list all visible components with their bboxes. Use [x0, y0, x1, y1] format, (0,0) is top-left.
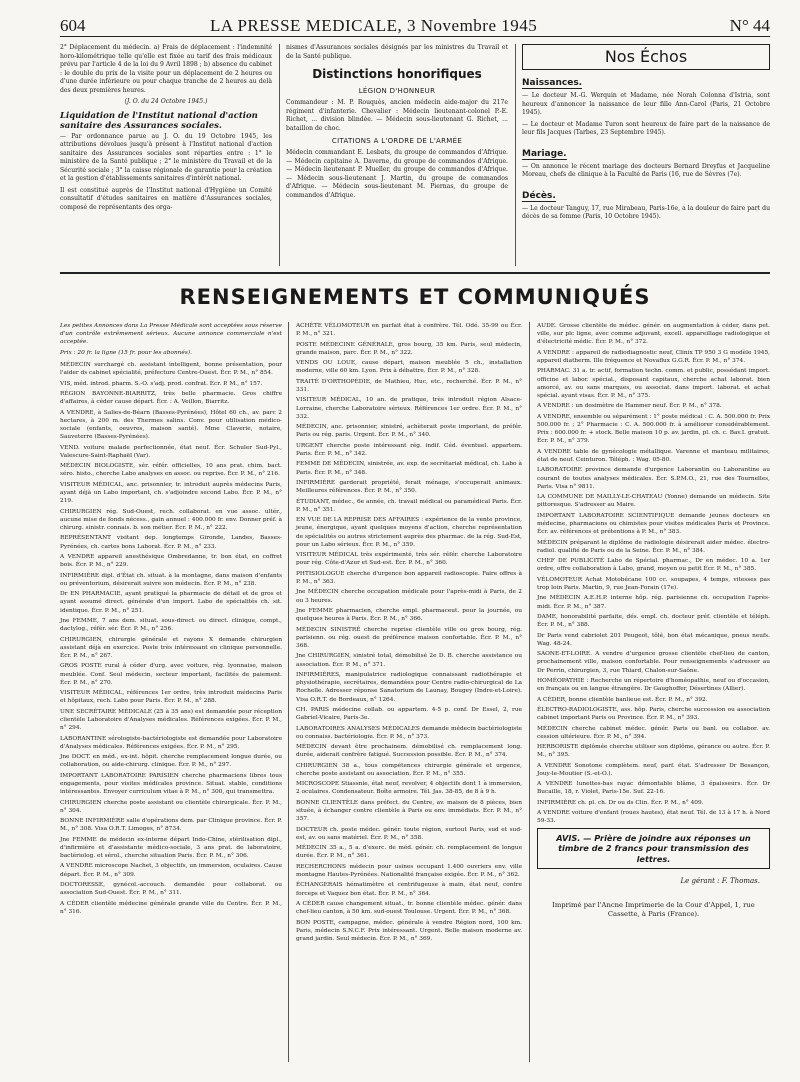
classifieds-column-1	[60, 322, 282, 918]
nos-echos-column	[522, 44, 770, 225]
classified-ad: HOMÉOPATHIE : Recherche un répertoire d'homéopathie, neuf ou d'occasion, en français ou en langue étrangère. Dr Gaughoffer, Désertines (Allier).	[537, 677, 770, 693]
classified-ad: IMPORTANT LABORATOIRE PARISIEN cherche pharmaciens libres tous engagements, pour visites médicales province. Situat. stable, conditions intéressantes. Envoyer curriculum vitae à P. M., n° 300, qui transmettra.	[60, 772, 282, 796]
page-number: 604	[60, 16, 86, 35]
classified-ad: VISITEUR MÉDICAL, références 1er ordre, très introduit médecins Paris et hôpitaux, rech. Labo pour Paris. Écr. P. M., n° 288.	[60, 690, 282, 705]
classified-ad: Jne MÉDECIN cherche occupation médicale pour l'après-midi à Paris, de 2 ou 3 heures.	[296, 589, 522, 604]
classified-ad: MÉDECIN devant être prochainem. démobilisé ch. remplacement long. durée, aiderait confrère fatigué. Succession possible. Écr. P. M., n° 374.	[296, 744, 522, 759]
imprimeur: Imprimé par l'Ancne Imprimerie de la Cour d'Appel, 1, rue Cassette, à Paris (France).	[552, 901, 755, 919]
classified-ad: DOCTEUR ch. poste médec. génér. toute région, surtout Paris, sud et sud-est, av. ou sans matériel. Écr. P. M., n° 358.	[296, 826, 522, 841]
classified-ad: A VENDRE lunettes-bas rayac démontable blâme, 3 épaisseurs. Écr. Dr Bucaille, 18, r. Violet, Paris-15e. Suf. 22-16.	[537, 781, 770, 796]
classified-ad: VIS, méd. introd. pharm. S.-O. s'adj. prod. confrat. Écr. P. M., n° 157.	[60, 380, 263, 387]
classified-ad: INFIRMIÈRES, manipulatrice radiologique connaissant radiothérapie et physiothérapie, secrétaires, demandées pour Centre radio-chirurgical de La Rochelle. Adresser réponse Sanatorium de Launay, Bougey (Indre-et-Loire). Visa O.R.T. de Bordeaux, n° 1264.	[296, 671, 522, 703]
classified-ad: REPRÉSENTANT visitant dep. longtemps Gironde, Landes, Basses-Pyrénées, ch. cartes bons Laborat. Écr. P. M., n° 233.	[60, 535, 282, 550]
classified-ad: CHEF DE PUBLICITÉ Labo de Spécial. pharmac., Dr en médec. 10 a. 1er ordre, offre collaboration à Labo, grand, moyen ou petit Écr. P. M., n° 385.	[537, 558, 770, 573]
classified-ad: MÉDECIN préparant le diplôme de radiologie désirerait aider médec. électro-radiol. qualifié de Paris ou de la Seine. Écr. P. M., n° 384.	[537, 539, 770, 554]
classified-ad: A CÉDER clientèle médecine générale grande ville du Centre. Écr. P. M., n° 316.	[60, 900, 282, 915]
classified-ad: Jne MÉDECIN A.E.H.P. interne hôp. rég. parisienne ch. occupation l'après-midi. Écr. P. M., n° 387.	[537, 595, 770, 610]
classified-ad: MÉDECIN 35 a., 5 a. d'exerc. de méd. génér. ch. remplacement de longue durée. Écr. P. M., n° 361.	[296, 845, 522, 860]
classified-ad: VISITEUR MÉDICAL très expérimenté, très sér. référ. cherche Laboratoire pour rég. Côte-d'Azur et Sud-est. Écr. P. M., n° 360.	[296, 552, 522, 567]
classified-ad: MÉDECIN SINISTRÉ cherche reprise clientèle ville ou gros bourg, rég. parisienn. ou rég. ouest de préférence maison confortable. Écr. P. M., n° 368.	[296, 626, 522, 649]
classified-ad: AUDE. Grosse clientèle de médec. génér. en augmentation à céder, dans pet. ville, sur plc ligne, avec comme adjuvant, excell. appareillage radiologique et d'électricité médic. Écr. P. M., n° 372.	[537, 323, 770, 346]
classified-ad: HERBORISTE diplômée cherche utiliser son diplôme, gérance ou autre. Écr. P. M., n° 395.	[537, 744, 770, 759]
classified-ad: DAME, honorabilité parfaite, dés. empl. ch. docteur préf. clientèle et téléph. Écr. P. M., n° 388.	[537, 613, 770, 629]
classified-ad: CHIRURGIEN rég. Sud-Ouest, rech. collaborat. en vue assoc. ultér., aucune mise de fonds nécess., gain annuel : 400.000 fr. env. Donner préf. à chirurg. sinistr. connais. b. son métier. Écr. P. M., n° 222.	[60, 508, 282, 531]
classified-ad: A VENDRE : appareil de radiodiagnostic neuf, Clinix TP 950 3 G modèle 1945, appareil diatherm. Ille fréquence et Novaflux G.G.R. Écr. P. M., n° 374.	[537, 349, 770, 364]
issue-number: N° 44	[729, 16, 770, 35]
top-left-column	[60, 44, 272, 215]
legion-title: LÉGION D'HONNEUR	[358, 87, 436, 95]
classified-ad: UNE SECRÉTAIRE MÉDICALE (25 à 35 ans) est demandée pour réception clientèle Laboratoire d'Analyses médicales. Références exigées. Écr. P. M., n° 294.	[60, 708, 282, 732]
classified-ad: RÉGION BAYONNE-BIARRITZ, très belle pharmacie. Gros chiffre d'affaires, à céder cause départ. Écr. : A. Veillon, Biarritz.	[60, 390, 282, 406]
comite-paragraph: Il est constitué auprès de l'Institut national d'Hygiène un Comité consultatif d'études sanitaires en matière d'Assurances sociales, composé de représentants des orga-	[60, 186, 272, 211]
annonces-prix: Prix : 20 fr. la ligne (15 fr. pour les abonnés).	[60, 349, 192, 356]
classified-ad: A CÉDER cause changement situat., tr. bonne clientèle médec. génér. dans chef-lieu canton, à 50 km. sud-ouest Toulouse. Urgent. Écr. P. M., n° 368.	[296, 901, 522, 916]
classified-ad: A VENDRE Sonotone complètem. neuf, parf. état. S'adresser Dr Besançon, Jouy-le-Moutier (S.-et-O.).	[537, 762, 770, 777]
classified-ad: ÉLECTRO-RADIOLOGISTE, ass. hôp. Paris, cherche succession ou association cabinet important Paris ou Province. Écr. P. M., n° 393.	[537, 706, 770, 722]
annonces-intro: Les petites Annonces dans La Presse Médicale sont acceptées sous réserve d'un contrôle extrêmement sérieux. Aucune annonce commerciale n'est acceptée.	[60, 323, 282, 346]
mariage-heading: Mariage.	[522, 148, 567, 159]
classified-ad: URGENT cherche poste intéressant rég. indif. Céd. éventuel. appartem. Paris. Écr. P. M., n° 342.	[296, 442, 522, 457]
naissance-item: — Le docteur M.-G. Werquin et Madame, née Norah Colonna d'Istria, sont heureux d'annoncer la naissance de leur fille Ann-Carol (Paris, 21 Octobre 1945).	[522, 92, 770, 116]
classified-ad: Jne FEMME, 7 ans dem. situat. sous-direct. ou direct. clinique, compt., dactylog., référ. sér. Écr. P. M., n° 256.	[60, 617, 282, 633]
classified-ad: Dr EN PHARMACIE, ayant pratiqué la pharmacie de détail et de gros et ayant assumé direct. générale d'un import. Labo de spécialités ch. sit. identique. Écr. P. M., n° 251.	[60, 591, 282, 614]
classified-ad: A VENDRE, à Salies-de-Béarn (Basses-Pyrénées), Hôtel 60 ch., av. parc 2 hectares, à 200 m. des Thermes salins. Conv. pour utilisation médico-sociale (enfants, oeuvres, maison santé). Mme Claverie, notaire, Sauveterre (Basses-Pyrénées).	[60, 409, 282, 441]
classified-ad: A CÉDER, bonne clientèle banlieue est. Écr. P. M., n° 392.	[537, 696, 708, 703]
naissance-item: — Le docteur et Madame Turon sont heureux de faire part de la naissance de leur fils Jacques (Tarbes, 23 Septembre 1945).	[522, 120, 770, 136]
classified-ad: SAONE-ET-LOIRE. A vendre d'urgence grosse clientèle chef-lieu de canton, prochainement ville, maison confortable. Pour renseignements s'adresser au Dr Perrin, chirurgien, 3, rue Thiard, Chalon-sur-Saône.	[537, 651, 770, 674]
classified-ad: PHARMAC. 31 a. tr. actif, formation techn. comm. et public, possédant import. officine et labor. spécial., disposant capitaux, cherche achat laborat. bien amorcé, av. ou sans marques, ou associat. dans import. laborat. et achat spécial. ayant visas. Écr. P. M., n° 375.	[537, 368, 770, 399]
classified-ad: CH. PARIS médecine collab. ou appartem. 4-5 p. conf. Dr Essel, 2, rue Gabriel-Vicaire, Paris-3e.	[296, 706, 522, 722]
liquidation-heading: Liquidation de l'Institut national d'action sanitaire des Assurances sociales.	[60, 110, 258, 131]
classified-ad: MICROSCOPE Stiassnie, état neuf, revolver, 4 objectifs dont 1 à immersion, 2 oculaires. Condensateur. Boîte armoire. Tél. Jas. 38-85, de 8 à 9 h.	[296, 781, 522, 796]
classified-ad: PHTISIOLOGUE cherche d'urgence bon appareil radioscopie. Faire offres à P. M., n° 363.	[296, 570, 522, 585]
classifieds-column-2	[296, 322, 522, 945]
classified-ad: BON POSTE, campagne, médec. générale à vendre Région nord, 100 km. Paris, médecin S.N.C.F. Prix intéressant. Urgent. Belle maison moderne av. grand jardin. Seul médecin. Écr. P. M., n° 369.	[296, 919, 522, 943]
classified-ad: DOCTORESSE, gynécol.-accouch. demandée pour collaborat. ou association Sud-Ouest. Écr. P. M., n° 311.	[60, 882, 282, 897]
classified-ad: A VENDRE, ensemble ou séparément : 1° poste médical : C. A. 500.000 fr. Prix 500.000 fr. ; 2° Pharmacie : C. A. 500.000 fr. à améliorer considérablement. Prix : 600.000 fr. + stock. Belle maison 10 p. av. jardin, pl. ch. c. Bav.I. gratuit. Écr. P. M., n° 379.	[537, 413, 770, 445]
classified-ad: IMPORTANT LABORATOIRE SCIENTIFIQUE demande jeunes docteurs en médecine, pharmaciens ou chimistes pour visites médicales Paris et Province. Écr. av. références et prétentions à P. M., n° 383.	[537, 512, 770, 536]
classified-ad: VISITEUR MÉDICAL, 10 an. de pratique, très introduit région Alsace-Lorraine, cherche Laboratoire sérieux. Références 1er ordre. Écr. P. M., n° 332.	[296, 397, 522, 420]
page-header	[60, 16, 770, 37]
classified-ad: TRAITÉ D'ORTHOPÉDIE, de Mathieu, Huc, etc., recherché. Écr. P. M., n° 331.	[296, 378, 522, 393]
classified-ad: LABORATOIRE province demande d'urgence Laborantin ou Laborantine au courant de toutes analyses médicales. Écr. S.P.M.O., 21, rue des Tournelles, Paris. Visa n° 9811.	[537, 467, 770, 490]
classified-ad: ACHÈTE VÉLOMOTEUR en parfait état à confrère. Tél. Odé. 35-99 ou Écr. P. M., n° 321.	[296, 323, 522, 338]
classified-ad: BONNE INFIRMIÈRE salle d'opérations dem. par Clinique province. Écr. P. M., n° 308. Visa O.R.T. Limoges, n° 8734.	[60, 818, 282, 833]
citation: (J. O. du 24 Octobre 1945.)	[124, 98, 208, 105]
classified-ad: INFIRMIÈRE ch. pl. ch. Dr ou ds Clin. Écr. P. M., n° 409.	[537, 799, 704, 806]
column-divider	[529, 322, 530, 1062]
classified-ad: VENDS OU LOUE, cause départ, maison meublée 5 ch., installation moderne, ville 60 km. Lyon. Prix à débattre. Écr. P. M., n° 328.	[296, 360, 522, 375]
armee-title: CITATIONS A L'ORDRE DE L'ARMÉE	[331, 137, 463, 145]
classified-ad: A VENDRE appareil anesthésique Ombredanne, tr. bon état, en coffret bois. Écr. P. M., n° 229.	[60, 553, 282, 569]
column-divider	[288, 322, 289, 1062]
classifieds-column-3	[537, 322, 770, 919]
classified-ad: GROS POSTE rural à céder d'urg. avec voiture, rég. lyonnaise, maison meublée. Conf. Seul médecin, secteur important, facilités de paiement. Écr. P. M., n° 270.	[60, 663, 282, 686]
deces-heading: Décès.	[522, 190, 556, 201]
deces-item: — Le docteur Tanguy, 17, rue Mirabeau, Paris-16e, a la douleur de faire part du décès de sa femme (Paris, 10 Octobre 1945).	[522, 204, 770, 220]
naissances-heading: Naissances.	[522, 78, 583, 88]
column-divider	[279, 44, 280, 266]
top-middle-column	[286, 44, 508, 203]
journal-title: LA PRESSE MEDICALE, 3 Novembre 1945	[210, 16, 538, 35]
classified-ad: A VENDRE microscope Nachet, 3 objectifs, un immersion, oculaires. Cause départ. Écr. P. M., n° 309.	[60, 863, 282, 878]
classified-ad: A VENDRE table de gynécologie métallique. Varenne et manteau militaires, état de neuf. Ceinturon. Téléph. : Wag. 05-80.	[537, 448, 770, 463]
classified-ad: LA COMMUNE DE MAILLY-LE-CHATEAU (Yonne) demande un médecin. Site pittoresque. S'adresser au Maire.	[537, 494, 770, 509]
classified-ad: FEMME DE MÉDECIN, sinistrée, av. exp. de secrétariat médical, ch. Labo à Paris. Écr. P. M., n° 348.	[296, 461, 522, 476]
classified-ad: A VENDRE voiture d'enfant (roues hautes), état neuf. Tél. de 13 à 17 h. à Nord 59-33.	[537, 810, 770, 825]
classified-ad: MÉDECIN surchargé ch. assistant intelligent, bonne présentation, pour l'aider ds cabinet spécialité, préfecture Centre-Ouest. Écr. P. M., n° 854.	[60, 362, 282, 377]
classified-ad: ÉCHANGERAIS hématimètre et centrifugeuse à main, état neuf, contre forceps et Vaquez bon état. Écr. P. M., n° 364.	[296, 882, 522, 897]
mariage-item: — On annonce le récent mariage des docteurs Bernard Dreyfus et Jacqueline Moreau, chefs de clinique à la Faculté de Paris (16, rue de Sèvres (7e).	[522, 162, 770, 178]
armee-text: Médecin commandant E. Lesbats, du groupe de commandos d'Afrique. — Médecin capitaine A. Daverne, du groupe de commandos d'Afrique. — Médecin lieutenant P. Mueller, du groupe de commandos d'Afrique. — Médecin sous-lieutenant J. Martin, du groupe de commandos d'Afrique. — Médecin sous-lieutenant M. Piernas, du groupe de commandos d'Afrique.	[286, 149, 508, 199]
classified-ad: Dr Paris vend cabriolet 201 Peugeot, tôlé, bon état mécanique, pneus neufs. Wag. 48-24.	[537, 632, 770, 647]
column-divider	[515, 44, 516, 266]
classified-ad: CHIRURGIEN 38 a., tous compétences chirurgie générale et urgence, cherche poste assistant ou association. Écr. P. M., n° 355.	[296, 762, 522, 777]
classified-ad: CHIRURGIEN, chirurgie générale et rayons X demande chirurgien assistant déjà en exercice. Poste très intéressant en clinique personnelle. Écr. P. M., n° 267.	[60, 636, 282, 659]
classified-ad: LABORATOIRES ANALYSES MÉDICALES demande médecin bactériologiste ou connaiss. bactériologie. Écr. P. M., n° 373.	[296, 725, 522, 740]
section-rule	[60, 272, 770, 274]
classified-ad: MÉDECIN cherche cabinet médec. génér. Paris ou banl. ou collabor. av. cession ultérieure. Écr. P. M., n° 394.	[537, 725, 770, 740]
continuation-paragraph: nismes d'Assurances sociales désignés par les ministres du Travail et de la Santé publique.	[286, 44, 508, 60]
classified-ad: Jne FEMME de médecin ex-interne départ Indo-Chine, stérilisation dipl., d'infirmière et d'assistante médico-sociale, 3 ans prat. de laboratoire, bactériolog. et sérol., cherche situation Paris. Écr. P. M., n° 306.	[60, 836, 282, 860]
legion-text: Commandeur : M. P. Rouquès, ancien médecin aide-major du 217e régiment d'infanterie. Chevalier : Médecin lieutenant-colonel P.-E. Richet, ... division blindée. — Médecin sous-lieutenant G. Richet, ... bataillon de choc.	[286, 99, 508, 132]
classified-ad: VISITEUR MÉDICAL, anc. prisonnier, tr. introduit auprès médecins Paris, ayant déjà un Labo important, ch. s'adjoindre second Labo. Écr. P. M., n° 219.	[60, 481, 282, 505]
classified-ad: MÉDECIN, anc. prisonnier, sinistré, achèterait poste important, de préfér. Paris ou rég. paris. Urgent. Écr. P. M., n° 340.	[296, 424, 522, 439]
nos-echos-title: Nos Échos	[522, 44, 770, 70]
classified-ad: Jne CHIRURGIEN, sinistré total, démobilisé 2e D. B. cherche assistance ou association. Écr. P. M., n° 371.	[296, 653, 522, 668]
classified-ad: VÉLOMOTEUR Achat Motobécane 100 cc. soupapes, 4 temps, vitesses pas trop loin Paris. Martin, 9, rue Jean-Forain (17e).	[537, 576, 770, 591]
distinctions-title: Distinctions honorifiques	[312, 67, 482, 81]
classified-ad: Jne DOCT. en méd., ex-int. hôpit. cherche remplacement longue durée, ou collaboration, ou aide-chirurg. clinique. Écr. P. M., n° 297.	[60, 754, 282, 769]
deplacement-paragraph: 2° Déplacement du médecin. a) Frais de déplacement : l'indemnité horo-kilométrique telle qu'elle est fixée au tarif des frais médicaux prévu par l'article 4 de la loi du 9 Avril 1898 ; b) absence du cabinet : le double du prix de la visite pour un déplacement de 2 heures ou d'une durée inférieure ou pour chaque tranche de 2 heures au delà des deux premières heures.	[60, 44, 272, 94]
liquidation-paragraph: — Par ordonnance parue au J. O. du 19 Octobre 1945, les attributions dévolues jusqu'à présent à l'Institut national d'action sanitaire des Assurances sociales sont réparties entre : 1° le ministère de la Santé publique ; 2° le ministère du Travail et de la Sécurité sociale ; 3° la caisse régionale de garantie pour la création et la gestion d'établissements sanitaires d'intérêt national.	[60, 132, 272, 182]
classified-ad: ÉTUDIANT, médec., 6e année, ch. travail médical ou paramédical Paris. Écr. P. M., n° 351.	[296, 498, 522, 513]
section-title: RENSEIGNEMENTS ET COMMUNIQUÉS	[179, 285, 651, 309]
classified-ad: VEND. voiture malade perfectionnée, état neuf. Écr. Schuler Sud-Pyl., Valescure-Saint-Raphaël (Var).	[60, 444, 282, 459]
classified-ad: INFIRMIÈRE garderait propriété, ferait ménage, s'occuperait animaux. Meilleures références. Écr. P. M., n° 350.	[296, 479, 522, 495]
classified-ad: Jne FEMME pharmacien, cherche empl. pharmaceut. pour la journée, ou quelques heures à Paris. Écr. P. M., n° 366.	[296, 607, 522, 623]
classified-ad: A VENDRE : un dosimètre de Hammer neuf. Écr. P. M., n° 378.	[537, 403, 722, 410]
classified-ad: MÉDECIN BIOLOGISTE, sér. référ. officielles, 10 ans prat. chim. bact. séro. histo., cherche Labo analyses en assoc. ou reprise. Écr. P. M., n° 216.	[60, 463, 282, 478]
classified-ad: CHIRURGIEN cherche poste assistant ou clientèle chirurgicale. Écr. P. M., n° 304.	[60, 799, 282, 814]
gerant: Le gérant : F. Thomas.	[680, 877, 760, 886]
classified-ad: POSTE MÉDECINE GÉNÉRALE, gros bourg, 35 km. Paris, seul médecin, grande maison, parc. Écr. P. M., n° 322.	[296, 341, 522, 356]
classified-ad: LABORANTINE sérologiste-bactériologiste est demandée pour Laboratoire d'Analyses médicales. Références exigées. Écr. P. M., n° 295.	[60, 735, 282, 750]
classified-ad: RECHERCHONS médecin pour usines occupant 1.400 ouvriers env. ville montagne Hautes-Pyrénées. Nationalité française exigée. Écr. P. M., n° 362.	[296, 863, 522, 879]
classified-ad: BONNE CLIENTÈLE dans préfect. du Centre, av. maison de 8 pièces, bien située, à échanger contre clientèle à Paris ou env. immédiats. Écr. P. M., n° 357.	[296, 799, 522, 823]
classified-ad: INFIRMIÈRE dipl. d'État ch. situat. à la montagne, dans maison d'enfants ou préventorium, désirerait suivre son médecin. Écr. P. M., n° 238.	[60, 572, 282, 587]
avis-box: AVIS. — Prière de joindre aux réponses un timbre de 2 francs pour transmission des lettres.	[537, 828, 770, 870]
classified-ad: EN VUE DE LA REPRISE DES AFFAIRES : expérience de la vente province, jeune, énergique, ayant quelques moyens d'action, cherche représentation de spécialités ou autres strictement auprès des pharmac. de la rég. Sud-Est, pour un Labo sérieux. Écr. P. M., n° 359.	[296, 517, 522, 548]
